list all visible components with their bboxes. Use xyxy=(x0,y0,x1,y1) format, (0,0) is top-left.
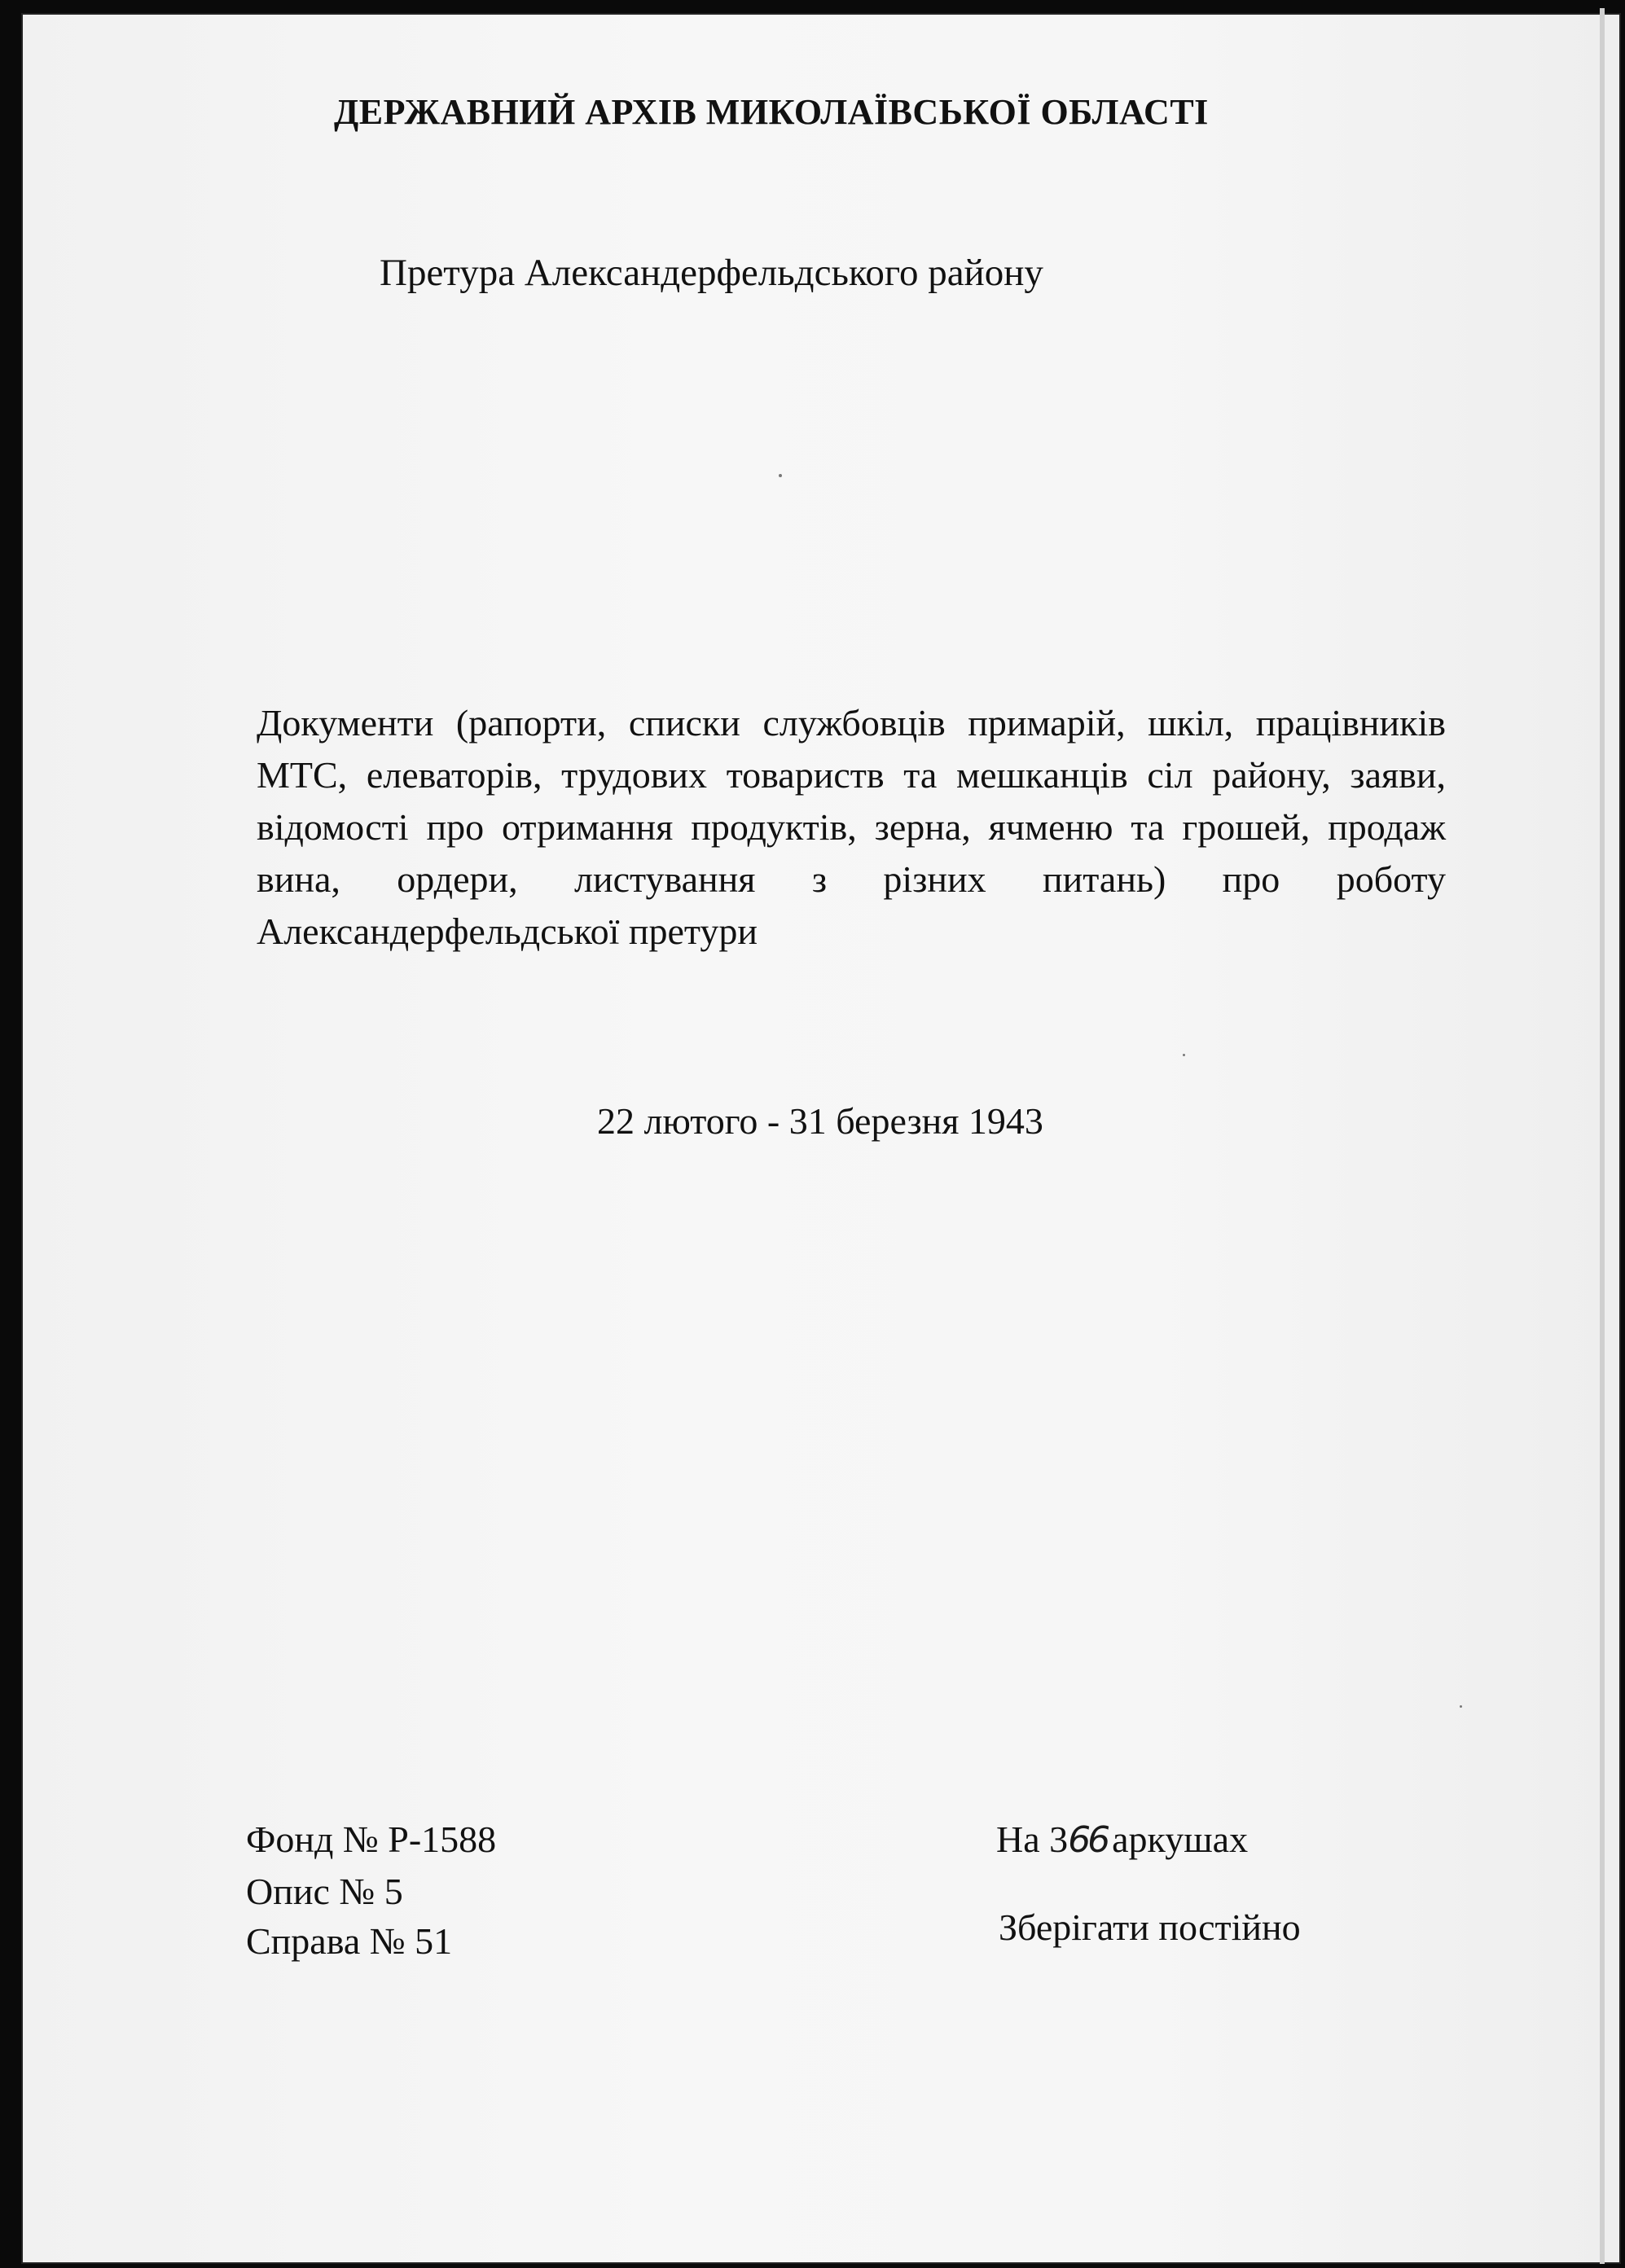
paper-speck xyxy=(779,474,782,477)
sprava-number: Справа № 51 xyxy=(246,1920,453,1962)
date-range: 22 лютого - 31 березня 1943 xyxy=(597,1100,1043,1142)
sheets-suffix: аркушах xyxy=(1112,1818,1249,1860)
opys-number: Опис № 5 xyxy=(246,1871,403,1912)
organization-name: Претура Александерфельдського району xyxy=(380,252,1043,294)
fond-number: Фонд № Р-1588 xyxy=(246,1818,497,1860)
sheets-count xyxy=(996,1818,1248,1861)
file-description: Документи (рапорти, списки службовців примарій, шкіл, працівників МТС, елеваторів, трудових товариств та мешканців сіл району, заяви, відомості про отримання продуктів, зерна, ячменю та грошей, продаж вина, ордери, листування з різних питань) про роботу Александерфельдської претури xyxy=(257,702,1446,952)
paper-speck xyxy=(1460,1705,1462,1708)
paper-speck xyxy=(1183,1054,1185,1056)
sheet-edge xyxy=(1600,8,1605,2264)
archive-title: ДЕРЖАВНИЙ АРХІВ МИКОЛАЇВСЬКОЇ ОБЛАСТІ xyxy=(334,92,1209,132)
retention-note: Зберігати постійно xyxy=(999,1906,1301,1948)
handwritten-sheet-number: 66 xyxy=(1068,1819,1108,1861)
sheets-prefix: На 3 xyxy=(996,1818,1069,1860)
